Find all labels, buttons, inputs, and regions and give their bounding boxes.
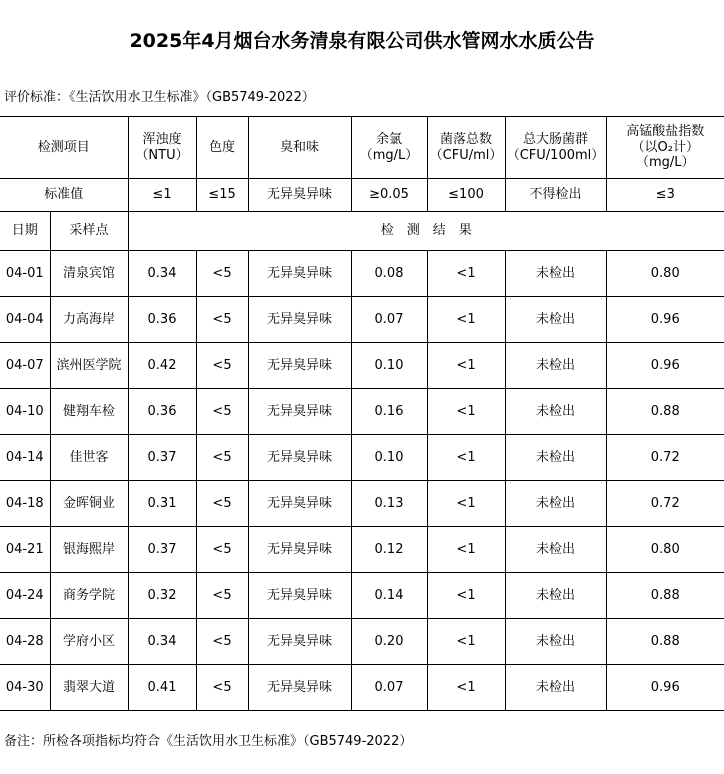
data-rows bbox=[0, 251, 724, 711]
standard-label: 标准值 bbox=[0, 179, 128, 212]
table-row bbox=[0, 573, 724, 619]
color-cell: <5 bbox=[196, 389, 248, 435]
standard-value: ≥0.05 bbox=[351, 179, 427, 212]
turbidity-cell: 0.34 bbox=[128, 251, 196, 297]
header-bacteria: 菌落总数 （CFU/ml） bbox=[427, 117, 505, 179]
permanganate-cell: 0.96 bbox=[606, 297, 724, 343]
date-cell: 04-30 bbox=[0, 665, 50, 711]
date-cell: 04-21 bbox=[0, 527, 50, 573]
turbidity-cell: 0.37 bbox=[128, 527, 196, 573]
turbidity-cell: 0.32 bbox=[128, 573, 196, 619]
date-cell: 04-18 bbox=[0, 481, 50, 527]
coliform-cell: 未检出 bbox=[505, 527, 606, 573]
permanganate-cell: 0.88 bbox=[606, 573, 724, 619]
site-cell: 金晖铜业 bbox=[50, 481, 128, 527]
date-cell: 04-28 bbox=[0, 619, 50, 665]
table-row bbox=[0, 297, 724, 343]
site-cell: 力高海岸 bbox=[50, 297, 128, 343]
color-cell: <5 bbox=[196, 527, 248, 573]
standard-value: ≤15 bbox=[196, 179, 248, 212]
chlorine-cell: 0.07 bbox=[351, 665, 427, 711]
footnote: 备注：所检各项指标均符合《生活饮用水卫生标准》（GB5749-2022） bbox=[4, 734, 413, 749]
bacteria-cell: <1 bbox=[427, 251, 505, 297]
bacteria-cell: <1 bbox=[427, 619, 505, 665]
turbidity-cell: 0.36 bbox=[128, 389, 196, 435]
site-cell: 翡翠大道 bbox=[50, 665, 128, 711]
date-cell: 04-01 bbox=[0, 251, 50, 297]
evaluation-standard: 评价标准：《生活饮用水卫生标准》（GB5749-2022） bbox=[4, 90, 315, 105]
table-row bbox=[0, 481, 724, 527]
color-cell: <5 bbox=[196, 573, 248, 619]
odor-cell: 无异臭异味 bbox=[248, 573, 351, 619]
odor-cell: 无异臭异味 bbox=[248, 343, 351, 389]
bacteria-cell: <1 bbox=[427, 573, 505, 619]
results-header: 检 测 结 果 bbox=[128, 212, 724, 251]
odor-cell: 无异臭异味 bbox=[248, 389, 351, 435]
table-row bbox=[0, 665, 724, 711]
header-color: 色度 bbox=[196, 117, 248, 179]
coliform-cell: 未检出 bbox=[505, 297, 606, 343]
table-row bbox=[0, 251, 724, 297]
date-cell: 04-24 bbox=[0, 573, 50, 619]
turbidity-cell: 0.42 bbox=[128, 343, 196, 389]
color-cell: <5 bbox=[196, 297, 248, 343]
permanganate-cell: 0.80 bbox=[606, 527, 724, 573]
bacteria-cell: <1 bbox=[427, 435, 505, 481]
color-cell: <5 bbox=[196, 665, 248, 711]
turbidity-cell: 0.36 bbox=[128, 297, 196, 343]
coliform-cell: 未检出 bbox=[505, 343, 606, 389]
bacteria-cell: <1 bbox=[427, 389, 505, 435]
page-title: 2025年4月烟台水务清泉有限公司供水管网水水质公告 bbox=[129, 29, 595, 52]
turbidity-cell: 0.34 bbox=[128, 619, 196, 665]
header-item: 检测项目 bbox=[0, 117, 128, 179]
odor-cell: 无异臭异味 bbox=[248, 297, 351, 343]
turbidity-cell: 0.41 bbox=[128, 665, 196, 711]
odor-cell: 无异臭异味 bbox=[248, 527, 351, 573]
site-header: 采样点 bbox=[50, 212, 128, 251]
site-cell: 健翔车检 bbox=[50, 389, 128, 435]
table-row bbox=[0, 343, 724, 389]
chlorine-cell: 0.10 bbox=[351, 343, 427, 389]
permanganate-cell: 0.88 bbox=[606, 619, 724, 665]
color-cell: <5 bbox=[196, 251, 248, 297]
site-cell: 商务学院 bbox=[50, 573, 128, 619]
permanganate-cell: 0.72 bbox=[606, 435, 724, 481]
site-cell: 学府小区 bbox=[50, 619, 128, 665]
color-cell: <5 bbox=[196, 435, 248, 481]
bacteria-cell: <1 bbox=[427, 343, 505, 389]
permanganate-cell: 0.96 bbox=[606, 665, 724, 711]
table-row bbox=[0, 527, 724, 573]
sub-header-row bbox=[0, 212, 724, 251]
chlorine-cell: 0.07 bbox=[351, 297, 427, 343]
chlorine-cell: 0.08 bbox=[351, 251, 427, 297]
coliform-cell: 未检出 bbox=[505, 481, 606, 527]
color-cell: <5 bbox=[196, 619, 248, 665]
permanganate-cell: 0.72 bbox=[606, 481, 724, 527]
turbidity-cell: 0.37 bbox=[128, 435, 196, 481]
date-header: 日期 bbox=[0, 212, 50, 251]
date-cell: 04-14 bbox=[0, 435, 50, 481]
date-cell: 04-07 bbox=[0, 343, 50, 389]
standard-value: ≤100 bbox=[427, 179, 505, 212]
bacteria-cell: <1 bbox=[427, 527, 505, 573]
odor-cell: 无异臭异味 bbox=[248, 435, 351, 481]
site-cell: 佳世客 bbox=[50, 435, 128, 481]
header-row bbox=[0, 117, 724, 179]
site-cell: 清泉宾馆 bbox=[50, 251, 128, 297]
coliform-cell: 未检出 bbox=[505, 389, 606, 435]
coliform-cell: 未检出 bbox=[505, 435, 606, 481]
header-coliform: 总大肠菌群 （CFU/100ml） bbox=[505, 117, 606, 179]
date-cell: 04-04 bbox=[0, 297, 50, 343]
permanganate-cell: 0.80 bbox=[606, 251, 724, 297]
header-odor: 臭和味 bbox=[248, 117, 351, 179]
date-cell: 04-10 bbox=[0, 389, 50, 435]
standard-value-row bbox=[0, 179, 724, 212]
chlorine-cell: 0.20 bbox=[351, 619, 427, 665]
site-cell: 银海熙岸 bbox=[50, 527, 128, 573]
water-quality-table bbox=[0, 116, 724, 711]
odor-cell: 无异臭异味 bbox=[248, 665, 351, 711]
coliform-cell: 未检出 bbox=[505, 573, 606, 619]
color-cell: <5 bbox=[196, 481, 248, 527]
table-row bbox=[0, 435, 724, 481]
chlorine-cell: 0.13 bbox=[351, 481, 427, 527]
header-chlorine: 余氯 （mg/L） bbox=[351, 117, 427, 179]
bacteria-cell: <1 bbox=[427, 297, 505, 343]
site-cell: 滨州医学院 bbox=[50, 343, 128, 389]
chlorine-cell: 0.10 bbox=[351, 435, 427, 481]
bacteria-cell: <1 bbox=[427, 665, 505, 711]
permanganate-cell: 0.96 bbox=[606, 343, 724, 389]
coliform-cell: 未检出 bbox=[505, 251, 606, 297]
standard-value: 不得检出 bbox=[505, 179, 606, 212]
turbidity-cell: 0.31 bbox=[128, 481, 196, 527]
chlorine-cell: 0.12 bbox=[351, 527, 427, 573]
standard-value: ≤3 bbox=[606, 179, 724, 212]
chlorine-cell: 0.14 bbox=[351, 573, 427, 619]
coliform-cell: 未检出 bbox=[505, 619, 606, 665]
standard-value: ≤1 bbox=[128, 179, 196, 212]
header-turbidity: 浑浊度 （NTU） bbox=[128, 117, 196, 179]
chlorine-cell: 0.16 bbox=[351, 389, 427, 435]
bacteria-cell: <1 bbox=[427, 481, 505, 527]
coliform-cell: 未检出 bbox=[505, 665, 606, 711]
permanganate-cell: 0.88 bbox=[606, 389, 724, 435]
table-row bbox=[0, 389, 724, 435]
standard-value: 无异臭异味 bbox=[248, 179, 351, 212]
header-permanganate: 高锰酸盐指数 （以O₂计） （mg/L） bbox=[606, 117, 724, 179]
table-row bbox=[0, 619, 724, 665]
odor-cell: 无异臭异味 bbox=[248, 619, 351, 665]
color-cell: <5 bbox=[196, 343, 248, 389]
odor-cell: 无异臭异味 bbox=[248, 251, 351, 297]
odor-cell: 无异臭异味 bbox=[248, 481, 351, 527]
